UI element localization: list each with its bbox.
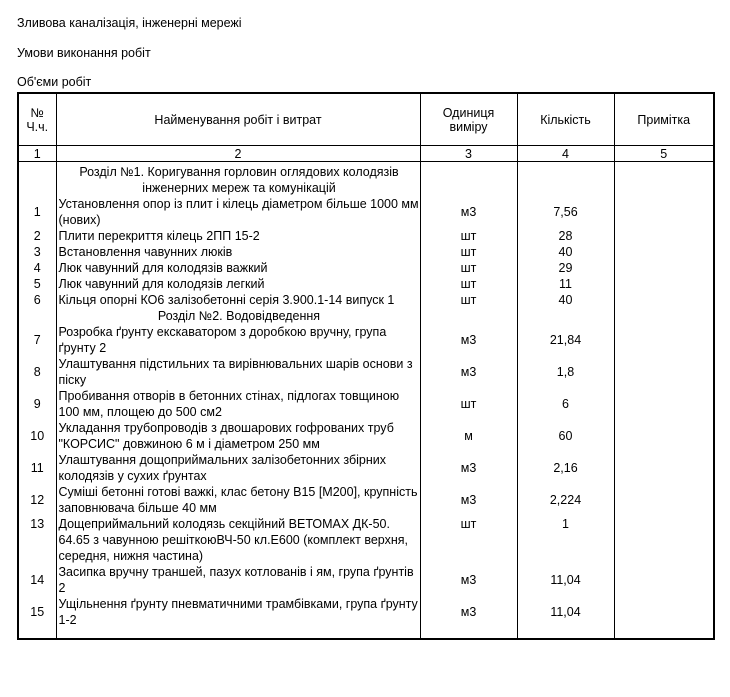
row-name: Встановлення чавунних люків bbox=[56, 244, 420, 260]
row-name: Плити перекриття кілець 2ПП 15-2 bbox=[56, 228, 420, 244]
row-unit: м3 bbox=[420, 564, 517, 596]
row-note bbox=[614, 196, 714, 228]
row-note bbox=[614, 484, 714, 516]
row-unit: шт bbox=[420, 516, 517, 564]
table-row bbox=[18, 228, 714, 244]
row-name: Розробка ґрунту екскаватором з доробкою вручну, група ґрунту 2 bbox=[56, 324, 420, 356]
table-row bbox=[18, 516, 714, 564]
row-quantity: 1,8 bbox=[517, 356, 614, 388]
row-note bbox=[614, 356, 714, 388]
row-name: Кільця опорні КО6 залізобетонні серія 3.900.1-14 випуск 1 bbox=[56, 292, 420, 308]
row-unit: шт bbox=[420, 260, 517, 276]
row-unit: шт bbox=[420, 244, 517, 260]
row-unit: шт bbox=[420, 276, 517, 292]
header-quantity: Кількість bbox=[517, 93, 614, 146]
table-row bbox=[18, 452, 714, 484]
row-number: 14 bbox=[18, 564, 56, 596]
row-unit: шт bbox=[420, 388, 517, 420]
row-note bbox=[614, 452, 714, 484]
table-row bbox=[18, 292, 714, 308]
row-note bbox=[614, 260, 714, 276]
row-unit: м3 bbox=[420, 452, 517, 484]
header-unit bbox=[420, 93, 517, 146]
table-header-row bbox=[18, 93, 714, 146]
table-row bbox=[18, 244, 714, 260]
row-quantity: 2,16 bbox=[517, 452, 614, 484]
header-number-line2: Ч.ч. bbox=[26, 119, 49, 134]
row-name: Улаштування дощоприймальних залізобетонних збірних колодязів у сухих ґрунтах bbox=[56, 452, 420, 484]
row-note bbox=[614, 292, 714, 308]
header-unit-line1: Одиниця bbox=[442, 105, 495, 120]
row-unit: м bbox=[420, 420, 517, 452]
row-number: 8 bbox=[18, 356, 56, 388]
row-quantity: 11,04 bbox=[517, 564, 614, 596]
row-note bbox=[614, 516, 714, 564]
row-note bbox=[614, 596, 714, 639]
row-quantity: 1 bbox=[517, 516, 614, 564]
table-row bbox=[18, 484, 714, 516]
row-note bbox=[614, 228, 714, 244]
row-quantity: 6 bbox=[517, 388, 614, 420]
header-number-line1: № bbox=[30, 105, 44, 120]
row-number: 9 bbox=[18, 388, 56, 420]
row-name: Ущільнення ґрунту пневматичними трамбівками, група ґрунту 1-2 bbox=[56, 596, 420, 639]
section-heading-row bbox=[18, 308, 714, 324]
header-number bbox=[18, 93, 56, 146]
row-number: 1 bbox=[18, 196, 56, 228]
row-quantity: 7,56 bbox=[517, 196, 614, 228]
row-unit: м3 bbox=[420, 484, 517, 516]
table-row bbox=[18, 564, 714, 596]
row-unit: м3 bbox=[420, 324, 517, 356]
row-name: Люк чавунний для колодязів легкий bbox=[56, 276, 420, 292]
row-note bbox=[614, 276, 714, 292]
row-number: 12 bbox=[18, 484, 56, 516]
row-note bbox=[614, 244, 714, 260]
document-title: Зливова каналізація, інженерні мережі bbox=[17, 16, 242, 30]
row-quantity: 40 bbox=[517, 292, 614, 308]
section-heading-row bbox=[18, 162, 714, 197]
column-number: 5 bbox=[614, 146, 714, 162]
row-number: 13 bbox=[18, 516, 56, 564]
section-title: Розділ №1. Коригування горловин оглядових колодязів інженерних мереж та комунікацій bbox=[56, 162, 420, 197]
table-row bbox=[18, 276, 714, 292]
row-unit: шт bbox=[420, 228, 517, 244]
column-number: 1 bbox=[18, 146, 56, 162]
row-name: Люк чавунний для колодязів важкий bbox=[56, 260, 420, 276]
table-row bbox=[18, 324, 714, 356]
row-number: 15 bbox=[18, 596, 56, 639]
row-quantity: 21,84 bbox=[517, 324, 614, 356]
row-quantity: 11 bbox=[517, 276, 614, 292]
table-row bbox=[18, 596, 714, 639]
row-note bbox=[614, 388, 714, 420]
row-name: Установлення опор із плит і кілець діаметром більше 1000 мм (нових) bbox=[56, 196, 420, 228]
row-name: Дощеприймальний колодязь секційний ВЕТОМАХ ДК-50. 64.65 з чавунною решіткоюВЧ-50 кл.Е600 (комплект верхня, середня, нижня частина) bbox=[56, 516, 420, 564]
row-number: 11 bbox=[18, 452, 56, 484]
header-name: Найменування робіт і витрат bbox=[56, 93, 420, 146]
row-unit: шт bbox=[420, 292, 517, 308]
row-note bbox=[614, 324, 714, 356]
table-row bbox=[18, 196, 714, 228]
section-title: Розділ №2. Водовідведення bbox=[56, 308, 420, 324]
row-number: 2 bbox=[18, 228, 56, 244]
row-quantity: 29 bbox=[517, 260, 614, 276]
document-subtitle: Умови виконання робіт bbox=[17, 46, 151, 60]
header-unit-line2: виміру bbox=[449, 119, 488, 134]
row-quantity: 60 bbox=[517, 420, 614, 452]
row-unit: м3 bbox=[420, 356, 517, 388]
row-unit: м3 bbox=[420, 196, 517, 228]
row-quantity: 2,224 bbox=[517, 484, 614, 516]
row-name: Пробивання отворів в бетонних стінах, підлогах товщиною 100 мм, площею до 500 см2 bbox=[56, 388, 420, 420]
works-volume-table bbox=[17, 92, 715, 640]
table-row bbox=[18, 260, 714, 276]
header-note: Примітка bbox=[614, 93, 714, 146]
row-name: Улаштування підстильних та вирівнювальних шарів основи з піску bbox=[56, 356, 420, 388]
row-name: Засипка вручну траншей, пазух котлованів і ям, група ґрунтів 2 bbox=[56, 564, 420, 596]
column-number-row bbox=[18, 146, 714, 162]
row-number: 5 bbox=[18, 276, 56, 292]
row-number: 3 bbox=[18, 244, 56, 260]
table-row bbox=[18, 388, 714, 420]
row-note bbox=[614, 564, 714, 596]
row-unit: м3 bbox=[420, 596, 517, 639]
row-number: 4 bbox=[18, 260, 56, 276]
column-number: 2 bbox=[56, 146, 420, 162]
row-note bbox=[614, 420, 714, 452]
row-quantity: 40 bbox=[517, 244, 614, 260]
row-name: Суміші бетонні готові важкі, клас бетону В15 [М200], крупність заповнювача більше 40 мм bbox=[56, 484, 420, 516]
row-name: Укладання трубопроводів з двошарових гофрованих труб "КОРСИС" довжиною 6 м і діаметром 250 мм bbox=[56, 420, 420, 452]
row-number: 7 bbox=[18, 324, 56, 356]
table-row bbox=[18, 420, 714, 452]
row-number: 10 bbox=[18, 420, 56, 452]
column-number: 4 bbox=[517, 146, 614, 162]
row-quantity: 28 bbox=[517, 228, 614, 244]
section-label: Об'єми робіт bbox=[17, 75, 92, 89]
column-number: 3 bbox=[420, 146, 517, 162]
row-quantity: 11,04 bbox=[517, 596, 614, 639]
row-number: 6 bbox=[18, 292, 56, 308]
table-row bbox=[18, 356, 714, 388]
